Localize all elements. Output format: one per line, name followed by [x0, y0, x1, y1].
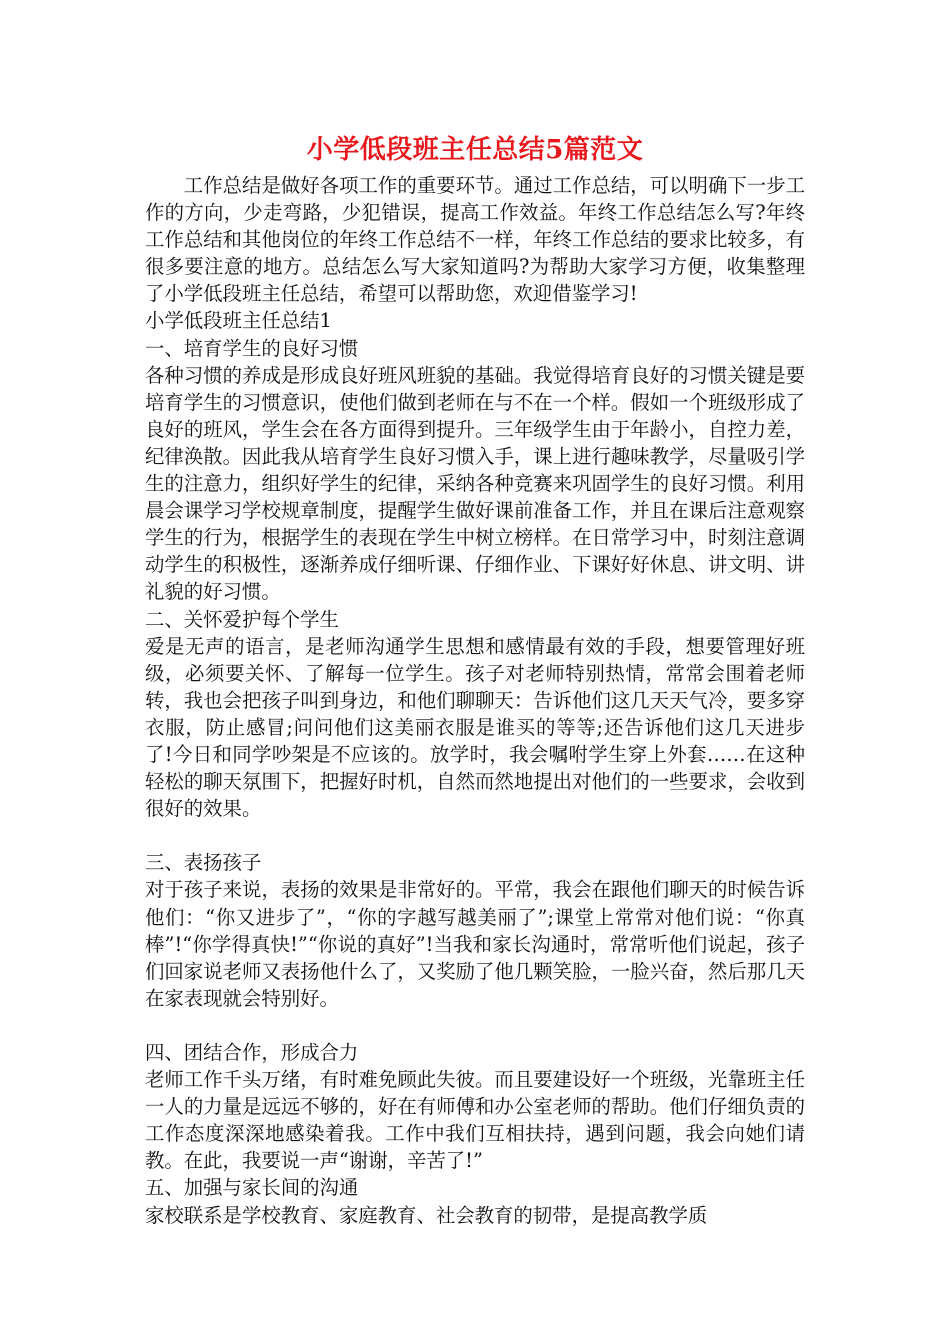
section-heading-2: 二、关怀爱护每个学生	[145, 607, 339, 631]
section-heading-3: 三、表扬孩子	[145, 851, 262, 875]
section-heading-4: 四、团结合作，形成合力	[145, 1041, 359, 1064]
intro-paragraph: 工作总结是做好各项工作的重要环节。通过工作总结，可以明确下一步工作的方向，少走弯路，少犯错误，提高工作效益。年终工作总结怎么写?年终工作总结和其他岗位的年终工作总结不一样，年终工作总结的要求比较多，有很多要注意的地方。总结怎么写大家知道吗?为帮助大家学习方便，收集整理了小学低段班主任总结，希望可以帮助您，欢迎借鉴学习!	[145, 174, 805, 306]
section-heading-5: 五、加强与家长间的沟通	[145, 1176, 359, 1200]
document-body	[145, 172, 805, 1229]
section-heading-1: 一、培育学生的良好习惯	[145, 336, 359, 360]
document-title: 小学低段班主任总结5篇范文	[306, 135, 644, 165]
section-body-1: 各种习惯的养成是形成良好班风班貌的基础。我觉得培育良好的习惯关键是要培育学生的习惯意识，使他们做到老师在与不在一个样。假如一个班级形成了良好的班风，学生会在各方面得到提升。三年级学生由于年龄小，自控力差，纪律涣散。因此我从培育学生良好习惯入手，课上进行趣味教学，尽量吸引学生的注意力，组织好学生的纪律，采纳各种竞赛来巩固学生的良好习惯。利用晨会课学习学校规章制度，提醒学生做好课前准备工作，并且在课后注意观察学生的行为，根据学生的表现在学生中树立榜样。在日常学习中，时刻注意调动学生的积极性，逐渐养成仔细听课、仔细作业、下课好好休息、讲文明、讲礼貌的好习惯。	[145, 363, 805, 604]
section-body-5: 家校联系是学校教育、家庭教育、社会教育的韧带，是提高教学质	[145, 1203, 708, 1227]
section-body-3: 对于孩子来说，表扬的效果是非常好的。平常，我会在跟他们聊天的时候告诉他们：“你又进步了”，“你的字越写越美丽了”;课堂上常常对他们说：“你真棒”!“你学得真快!”“你说的真好”!当我和家长沟通时，常常听他们说起，孩子们回家说老师又表扬他什么了，又奖励了他几颗笑脸，一脸兴奋，然后那几天在家表现就会特别好。	[145, 878, 805, 1010]
section-body-4: 老师工作千头万绪，有时难免顾此失彼。而且要建设好一个班级，光靠班主任一人的力量是远远不够的，好在有师傅和办公室老师的帮助。他们仔细负责的工作态度深深地感染着我。工作中我们互相扶持，遇到问题，我会向她们请教。在此，我要说一声“谢谢，辛苦了!”	[145, 1068, 805, 1173]
section-body-2: 爱是无声的语言，是老师沟通学生思想和感情最有效的手段，想要管理好班级，必须要关怀、了解每一位学生。孩子对老师特别热情，常常会围着老师转，我也会把孩子叫到身边，和他们聊聊天：告诉他们这几天天气冷，要多穿衣服，防止感冒;问问他们这美丽衣服是谁买的等等;还告诉他们这几天进步了!今日和同学吵架是不应该的。放学时，我会嘱咐学生穿上外套……在这种轻松的聊天氛围下，把握好时机，自然而然地提出对他们的一些要求，会收到很好的效果。	[145, 634, 805, 821]
section-subtitle: 小学低段班主任总结1	[145, 309, 332, 333]
blank-line	[145, 822, 805, 849]
blank-line	[145, 1012, 805, 1039]
